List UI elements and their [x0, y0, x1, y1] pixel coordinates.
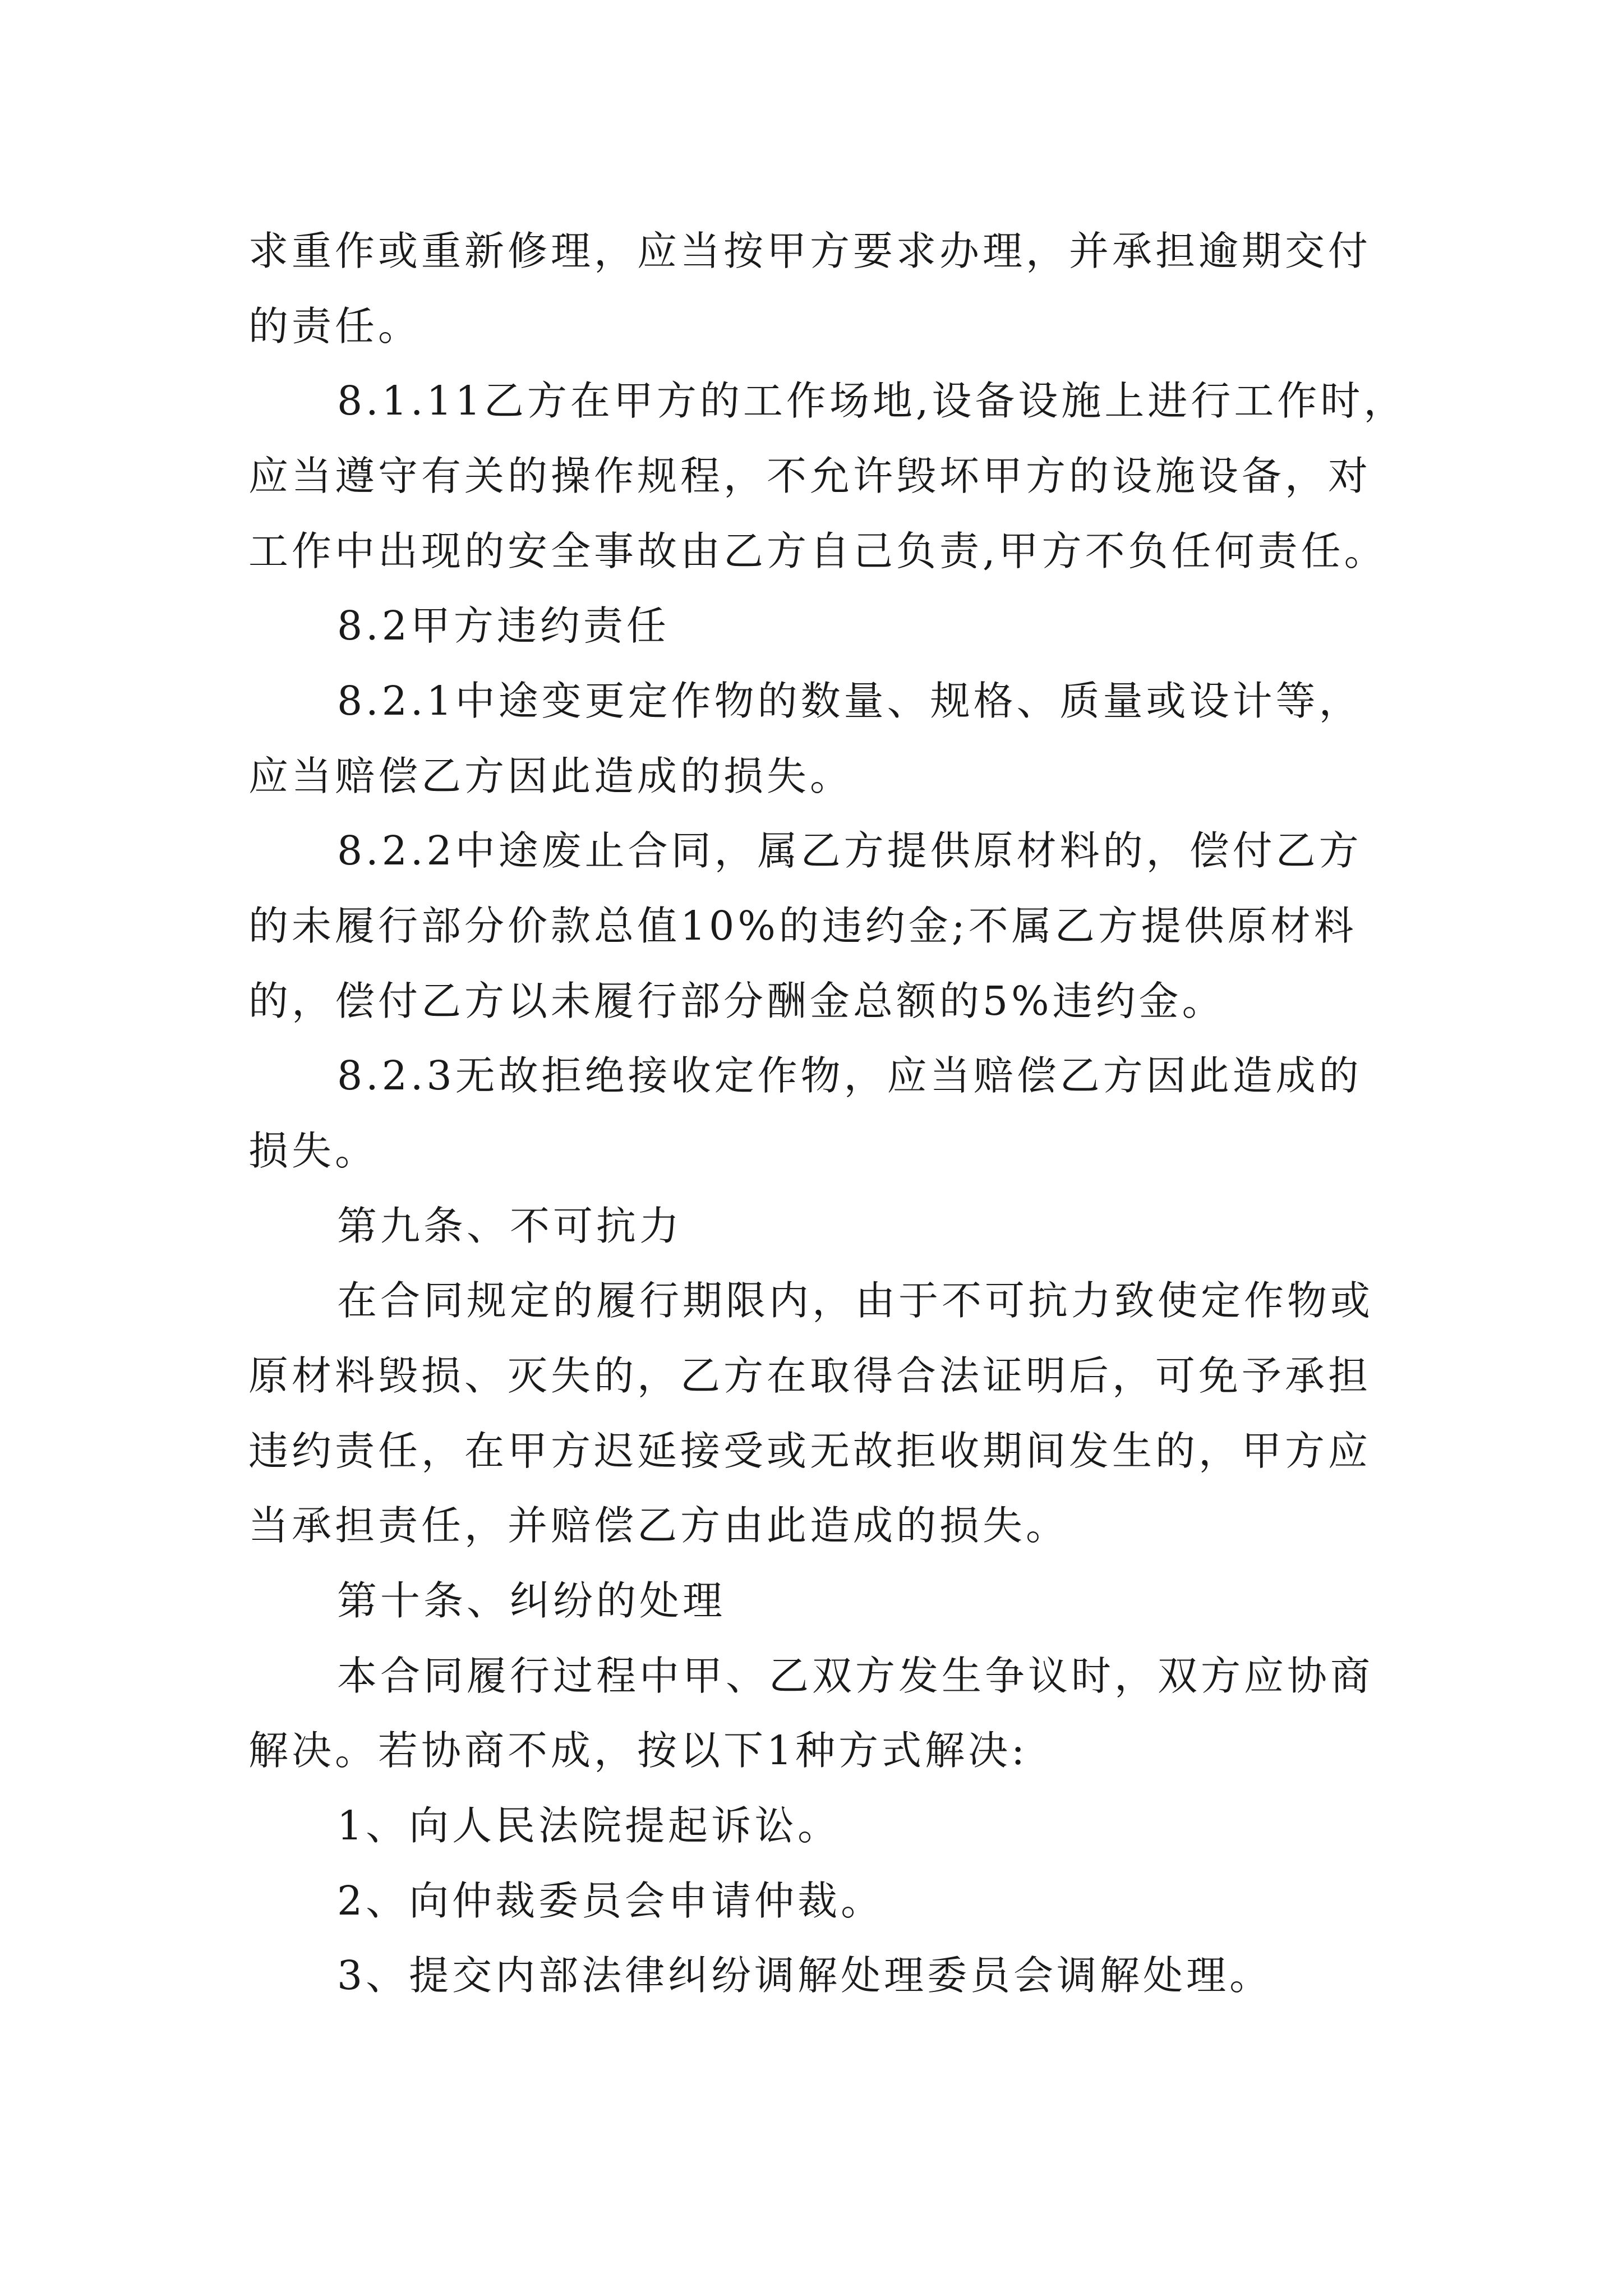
text-line: 的责任。: [248, 303, 422, 349]
text-line: 违约责任，在甲方迟延接受或无故拒收期间发生的，甲方应: [248, 1428, 1372, 1474]
text-line: 在合同规定的履行期限内，由于不可抗力致使定作物或: [337, 1277, 1374, 1324]
text-line: 解决。若协商不成，按以下1种方式解决:: [248, 1727, 1029, 1774]
text-line: 的未履行部分价款总值10%的违约金;不属乙方提供原材料: [248, 903, 1357, 949]
text-line: 损失。: [248, 1128, 379, 1174]
list-item: 1、向人民法院提起诉讼。: [337, 1802, 841, 1849]
section-heading: 第十条、纠纷的处理: [337, 1577, 726, 1624]
list-item: 3、提交内部法律纠纷调解处理委员会调解处理。: [337, 1952, 1273, 1999]
text-line: 应当遵守有关的操作规程，不允许毁坏甲方的设施设备，对: [248, 453, 1372, 499]
text-line: 原材料毁损、灭失的，乙方在取得合法证明后，可免予承担: [248, 1352, 1372, 1399]
text-line: 当承担责任，并赔偿乙方由此造成的损失。: [248, 1502, 1069, 1549]
text-line: 本合同履行过程中甲、乙双方发生争议时，双方应协商: [337, 1653, 1374, 1699]
text-line: 8.2.2中途废止合同，属乙方提供原材料的，偿付乙方: [337, 827, 1362, 874]
section-heading: 第九条、不可抗力: [337, 1203, 683, 1249]
text-line: 求重作或重新修理，应当按甲方要求办理，并承担逾期交付: [248, 228, 1372, 274]
text-line: 应当赔偿乙方因此造成的损失。: [248, 753, 854, 799]
text-line: 的，偿付乙方以未履行部分酬金总额的5%违约金。: [248, 978, 1225, 1024]
text-line: 工作中出现的安全事故由乙方自己负责,甲方不负任何责任。: [248, 528, 1387, 574]
text-line: 8.2.3无故拒绝接收定作物，应当赔偿乙方因此造成的: [337, 1052, 1362, 1099]
list-item: 2、向仲裁委员会申请仲裁。: [337, 1878, 884, 1924]
text-line: 8.1.11乙方在甲方的工作场地,设备设施上进行工作时，: [337, 378, 1407, 424]
text-line: 8.2.1中途变更定作物的数量、规格、质量或设计等，: [337, 678, 1362, 724]
section-heading: 8.2甲方违约责任: [337, 602, 670, 649]
